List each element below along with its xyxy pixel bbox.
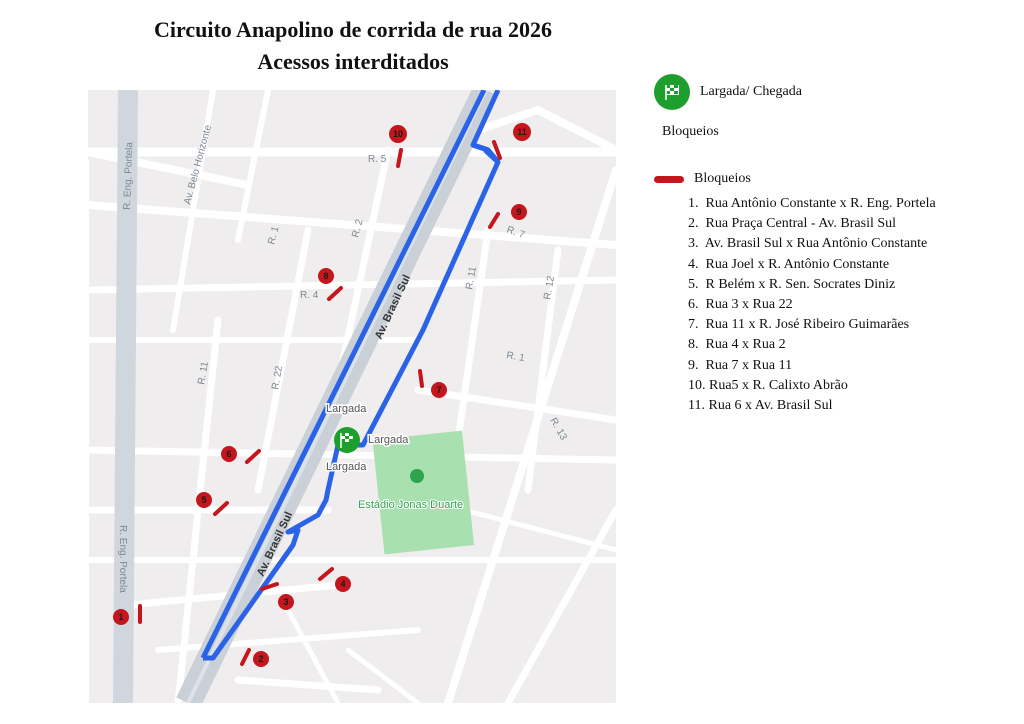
blocks-list-item	[688, 315, 936, 335]
block-bar-icon	[654, 176, 684, 183]
block-marker-4[interactable]	[335, 576, 351, 592]
label-r22: R. 22	[270, 365, 286, 391]
blocks-list-number: 2.	[688, 216, 699, 232]
start-finish-marker[interactable]	[334, 427, 360, 453]
block-marker-1[interactable]	[113, 609, 129, 625]
svg-text:5: 5	[201, 495, 207, 505]
label-r4: R. 4	[300, 290, 319, 301]
label-r11-right: R. 11	[464, 265, 479, 291]
blocks-list-item	[688, 335, 936, 355]
blocks-list-item	[688, 356, 936, 376]
svg-text:8: 8	[323, 271, 329, 281]
label-eng-portela-bottom: R. Eng. Portela	[117, 525, 128, 593]
label-r7: R. 7	[504, 224, 526, 242]
blocks-list-item	[688, 376, 936, 396]
block-marker-11[interactable]	[513, 123, 531, 141]
route-map[interactable]	[88, 90, 616, 703]
svg-text:2: 2	[258, 654, 264, 664]
largada-label-3: Largada	[326, 461, 367, 473]
block-marker-8[interactable]	[318, 268, 334, 284]
blocks-list-number: 8.	[688, 337, 699, 353]
blocks-list-item	[688, 295, 936, 315]
blocks-list-text: Rua Antônio Constante x R. Eng. Portela	[705, 196, 936, 211]
blocks-list-number: 3.	[688, 236, 699, 252]
legend-blocks-label: Bloqueios	[694, 171, 751, 186]
street-network	[88, 90, 616, 703]
block-marker-2[interactable]	[253, 651, 269, 667]
label-r13: R. 13	[547, 416, 569, 443]
block-marker-5[interactable]	[196, 492, 212, 508]
svg-text:9: 9	[516, 207, 522, 217]
block-marker-6[interactable]	[221, 446, 237, 462]
label-r1-right: R. 1	[505, 350, 526, 365]
stadium-area	[372, 431, 474, 555]
blocks-list-number: 6.	[688, 297, 699, 313]
svg-text:6: 6	[226, 449, 232, 459]
checkered-flag-icon	[654, 74, 690, 110]
stadium-label: Estádio Jonas Duarte	[358, 499, 464, 511]
label-r12: R. 12	[542, 275, 558, 301]
stadium-icon	[410, 469, 424, 483]
label-brasil-sul-bottom: Av. Brasil Sul	[254, 510, 296, 579]
largada-label-2: Largada	[368, 434, 409, 446]
legend-blocks-key	[654, 171, 751, 187]
block-marker-9[interactable]	[511, 204, 527, 220]
map-canvas	[88, 90, 616, 703]
label-r11-left: R. 11	[196, 360, 211, 386]
blocks-list-item	[688, 255, 936, 275]
label-eng-portela-top: R. Eng. Portela	[122, 141, 136, 211]
svg-text:3: 3	[283, 597, 289, 607]
legend-start-label: Largada/ Chegada	[700, 84, 802, 99]
blocks-list-number: 9.	[688, 357, 699, 373]
blocks-list-number: 1.	[688, 196, 699, 211]
blocks-list-text: Rua Joel x R. Antônio Constante	[705, 256, 890, 272]
label-r5: R. 5	[368, 154, 387, 165]
label-r2: R. 2	[350, 218, 366, 239]
blocks-list-text: Rua 11 x R. José Ribeiro Guimarães	[705, 317, 910, 333]
title-line-2: Acessos interditados	[257, 49, 449, 74]
svg-text:1: 1	[118, 612, 124, 622]
blocks-list-item	[688, 234, 936, 254]
blocks-list-number: 11.	[688, 398, 705, 414]
largada-label-1: Largada	[326, 403, 367, 415]
legend-start-finish	[654, 74, 802, 110]
blocks-list-text: Rua 4 x Rua 2	[705, 337, 786, 353]
label-belo-horizonte: Av. Belo Horizonte	[182, 123, 215, 206]
title-line-1: Circuito Anapolino de corrida de rua 2026	[153, 17, 553, 42]
blocks-list-text: Rua 6 x Av. Brasil Sul	[708, 398, 833, 414]
svg-text:10: 10	[392, 129, 404, 139]
svg-text:4: 4	[340, 579, 346, 589]
label-r1-top: R. 1	[266, 225, 282, 246]
blocks-list-text: Rua 3 x Rua 22	[705, 297, 793, 313]
blocks-list-number: 5.	[688, 276, 699, 292]
block-marker-10[interactable]	[389, 125, 407, 143]
label-brasil-sul-top: Av. Brasil Sul	[372, 273, 414, 342]
blocks-list-number: 10.	[688, 377, 706, 393]
blocks-list-item	[688, 194, 936, 214]
block-marker-3[interactable]	[278, 594, 294, 610]
blocks-list-number: 7.	[688, 317, 699, 333]
svg-text:7: 7	[436, 385, 442, 395]
blocks-list	[674, 194, 936, 416]
blocks-list-item	[688, 214, 936, 234]
blocks-list-text: Rua 7 x Rua 11	[705, 357, 793, 373]
blocks-list-text: Rua5 x R. Calixto Abrão	[709, 377, 848, 393]
page-title	[88, 14, 618, 78]
blocks-list-number: 4.	[688, 256, 699, 272]
block-marker-7[interactable]	[431, 382, 447, 398]
blocks-list-item	[688, 275, 936, 295]
blocks-list-text: Rua Praça Central - Av. Brasil Sul	[705, 216, 897, 232]
svg-text:11: 11	[517, 127, 527, 137]
legend-blocks-heading: Bloqueios	[662, 124, 719, 139]
blocks-list-text: Av. Brasil Sul x Rua Antônio Constante	[704, 236, 928, 252]
blocks-list-text: R Belém x R. Sen. Socrates Diniz	[705, 276, 896, 292]
blocks-list-item	[688, 396, 936, 416]
